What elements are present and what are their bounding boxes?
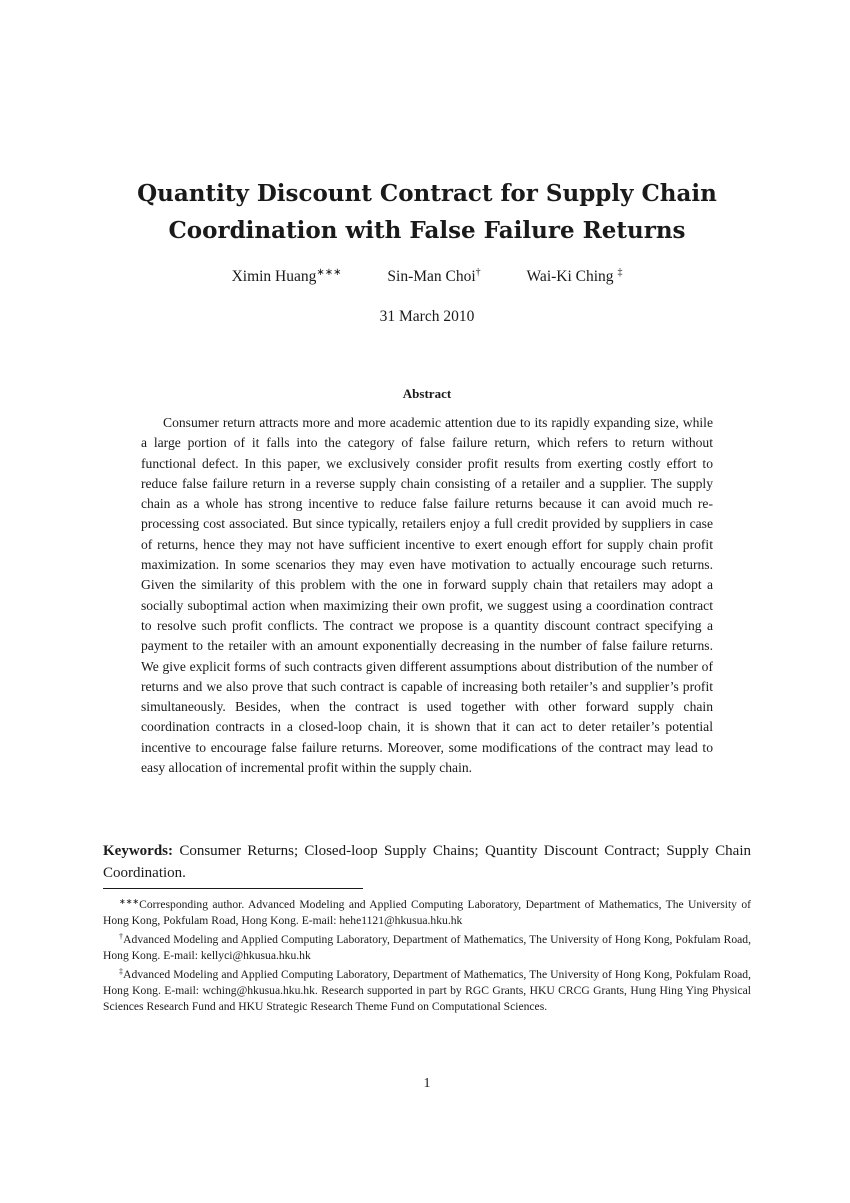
author-name: Ximin Huang <box>231 268 317 285</box>
footnote-2 <box>103 929 751 964</box>
footnote-divider <box>103 888 363 889</box>
paper-title <box>103 175 751 249</box>
keywords-paragraph <box>103 841 751 884</box>
author-2 <box>387 267 480 286</box>
footnotes <box>103 894 751 1015</box>
footnote-text: Corresponding author. Advanced Modeling and Applied Computing Laboratory, Department of Mathematics, The University of Hong Kong, Pokfulam Road, Hong Kong. E-mail: hehe1121@hkusua.hku.hk <box>103 898 751 927</box>
page-number: 1 <box>423 1076 431 1091</box>
author-mark: † <box>475 267 481 278</box>
footnote-text: Advanced Modeling and Applied Computing Laboratory, Department of Mathematics, The University of Hong Kong, Pokfulam Road, Hong Kong. E-mail: wching@hkusua.hku.hk. Research supported in part by RGC Grants, HKU CRCG Grants, Hung Hing Ying Physical Sciences Research Fund and HKU Strategic Research Theme Fund on Computational Sciences. <box>103 968 751 1013</box>
author-1 <box>232 267 342 286</box>
author-mark: ∗∗∗ <box>316 267 342 278</box>
footnote-mark: † <box>119 932 124 941</box>
author-3 <box>527 267 623 286</box>
author-name: Wai-Ki Ching <box>526 268 614 285</box>
title-line-2: Coordination with False Failure Returns <box>168 217 686 244</box>
footnote-text: Advanced Modeling and Applied Computing Laboratory, Department of Mathematics, The University of Hong Kong, Pokfulam Road, Hong Kong. E-mail: kellyci@hkusua.hku.hk <box>103 933 751 962</box>
keywords-text: Consumer Returns; Closed-loop Supply Chains; Quantity Discount Contract; Supply Chain Coordination. <box>103 843 752 881</box>
abstract-heading: Abstract <box>402 386 452 401</box>
keywords-label: Keywords: <box>103 843 173 859</box>
author-name: Sin-Man Choi <box>387 268 476 285</box>
paper-date: 31 March 2010 <box>379 308 475 325</box>
title-line-1: Quantity Discount Contract for Supply Chain <box>137 180 717 207</box>
abstract-text: Consumer return attracts more and more academic attention due to its rapidly expanding size, while a large portion of it falls into the category of false failure return, which refers to return without functional defect. In this paper, we exclusively consider profit results from exerting costly effort to reduce false failure return in a reverse supply chain consisting of a retailer and a supplier. The supply chain as a whole has strong incentive to reduce false failure returns because it can avoid much re-processing cost associated. But since typically, retailers enjoy a full credit provided by suppliers in case of returns, hence they may not have sufficient incentive to exert enough effort for supply chain profit maximization. In some scenarios they may even have motivation to actually encourage such returns. Given the similarity of this problem with the one in forward supply chain that retailers may adopt a socially suboptimal action when maximizing their own profit, we suggest using a coordination contract to resolve such profit conflicts. The contract we propose is a quantity discount contract specifying a payment to the retailer with an amount exponentially decreasing in the number of false failure returns. We give explicit forms of such contracts given different assumptions about distribution of the number of returns and we also prove that such contract is capable of increasing both retailer’s and supplier’s profit simultaneously. Besides, when the contract is used together with other forward supply chain coordination contracts in a closed-loop chain, it is shown that it can act to deter retailer’s potential incentive to encourage false failure returns. Moreover, some modifications of the contract may lead to easy allocation of incremental profit within the supply chain. <box>141 415 713 776</box>
footnote-1 <box>103 894 751 929</box>
footnote-mark: ∗∗∗ <box>119 897 140 906</box>
footnote-mark: ‡ <box>119 967 124 976</box>
author-list <box>103 267 751 286</box>
footnote-3 <box>103 964 751 1015</box>
author-mark: ‡ <box>617 267 623 278</box>
